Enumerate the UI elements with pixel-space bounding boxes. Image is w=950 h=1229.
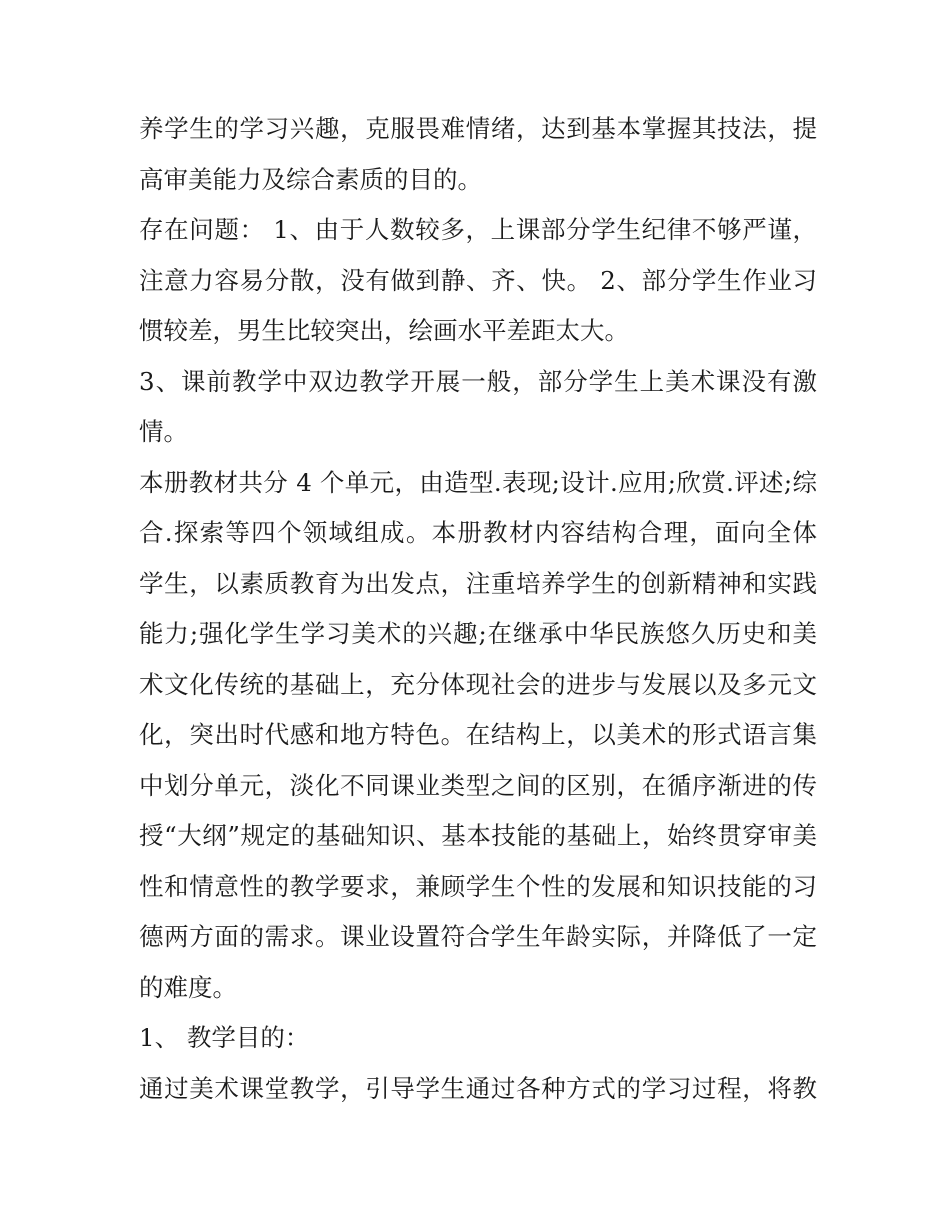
text-line: 合.探索等四个领域组成。本册教材内容结构合理，面向全体	[139, 518, 817, 547]
text-line: 学生，以素质教育为出发点，注重培养学生的创新精神和实践	[139, 568, 817, 598]
text-line: 德两方面的需求。课业设置符合学生年龄实际，并降低了一定	[139, 922, 817, 951]
text-line: 高审美能力及综合素质的目的。	[139, 164, 482, 194]
text-line: 的难度。	[139, 972, 237, 1002]
text-line: 通过美术课堂教学，引导学生通过各种方式的学习过程，将教	[139, 1073, 817, 1103]
text-line: 存在问题： 1、由于人数较多，上课部分学生纪律不够严谨，	[139, 215, 817, 244]
text-line: 3、课前教学中双边教学开展一般，部分学生上美术课没有激	[139, 366, 817, 396]
text-line: 惯较差，男生比较突出，绘画水平差距太大。	[139, 316, 629, 345]
text-line: 养学生的学习兴趣，克服畏难情绪，达到基本掌握其技法，提	[139, 114, 817, 143]
text-line: 1、 教学目的：	[139, 1023, 310, 1052]
text-line: 本册教材共分 4 个单元，由造型.表现;设计.应用;欣赏.评述;综	[139, 467, 817, 497]
text-line: 注意力容易分散，没有做到静、齐、快。 2、部分学生作业习	[139, 265, 817, 295]
text-line: 授“大纲”规定的基础知识、基本技能的基础上，始终贯穿审美	[139, 821, 817, 850]
text-line: 情。	[139, 417, 188, 446]
text-line: 能力;强化学生学习美术的兴趣;在继承中华民族悠久历史和美	[139, 619, 817, 648]
text-line: 化，突出时代感和地方特色。在结构上，以美术的形式语言集	[139, 720, 817, 749]
text-line: 术文化传统的基础上，充分体现社会的进步与发展以及多元文	[139, 669, 817, 699]
text-line: 性和情意性的教学要求，兼顾学生个性的发展和知识技能的习	[139, 871, 817, 901]
document-body	[139, 104, 817, 1114]
text-line: 中划分单元，淡化不同课业类型之间的区别，在循序渐进的传	[139, 770, 817, 800]
